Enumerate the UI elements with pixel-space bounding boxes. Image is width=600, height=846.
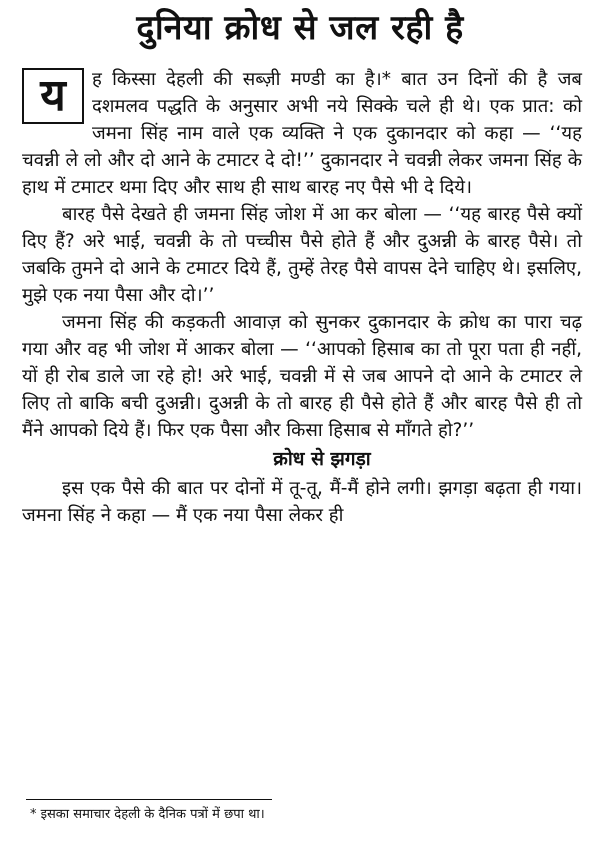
story-body <box>22 66 582 529</box>
paragraph-1 <box>22 66 582 201</box>
footnote: * इसका समाचार देहली के दैनिक पत्रों में छपा था। <box>30 807 265 822</box>
chapter-title: दुनिया क्रोध से जल रही है <box>136 8 464 48</box>
paragraph-3: जमना सिंह की कड़कती आवाज़ को सुनकर दुकानदार के क्रोध का पारा चढ़ गया और वह भी जोश में आकर बोला — ‘‘आपको हिसाब का तो पूरा पता ही नहीं, यों ही रोब डाले जा रहे हो! अरे भाई, चवन्नी में से जब आपने दो आने के टमाटर ले लिए तो बाकि बची दुअन्नी। दुअन्नी के तो बारह ही पैसे होते हैं और बारह पैसे ही तो मैंने आपको दिये हैं। फिर एक पैसा और किसा हिसाब से माँगते हो?’’ <box>22 312 582 441</box>
paragraph-2: बारह पैसे देखते ही जमना सिंह जोश में आ कर बोला — ‘‘यह बारह पैसे क्यों दिए हैं? अरे भाई, चवन्नी के तो पच्चीस पैसे होते हैं और दुअन्नी के बारह पैसे। तो जबकि तुमने दो आने के टमाटर दिये हैं, तुम्हें तेरह पैसे वापस देने चाहिए थे। इसलिए, मुझे एक नया पैसा और दो।’’ <box>22 204 582 306</box>
paragraph-4: इस एक पैसे की बात पर दोनों में तू-तू, मैं-मैं होने लगी। झगड़ा बढ़ता ही गया। जमना सिंह ने कहा — मैं एक नया पैसा लेकर ही <box>22 478 582 526</box>
paragraph-1-text: ह किस्सा देहली की सब्ज़ी मण्डी का है।* बात उन दिनों की है जब दशमलव पद्धति के अनुसार अभी नये सिक्के चले ही थे। एक प्रात: को जमना सिंह नाम वाले एक व्यक्ति ने एक दुकानदार को कहा — ‘‘यह चवन्नी ले लो और दो आने के टमाटर दे दो!’’ दुकानदार ने चवन्नी लेकर जमना सिंह के हाथ में टमाटर थमा दिए और साथ ही साथ बारह नए पैसे भी दे दिये। <box>22 69 582 198</box>
section-heading: क्रोध से झगड़ा <box>273 448 371 470</box>
footnote-divider <box>26 799 272 800</box>
drop-cap: य <box>22 68 84 124</box>
